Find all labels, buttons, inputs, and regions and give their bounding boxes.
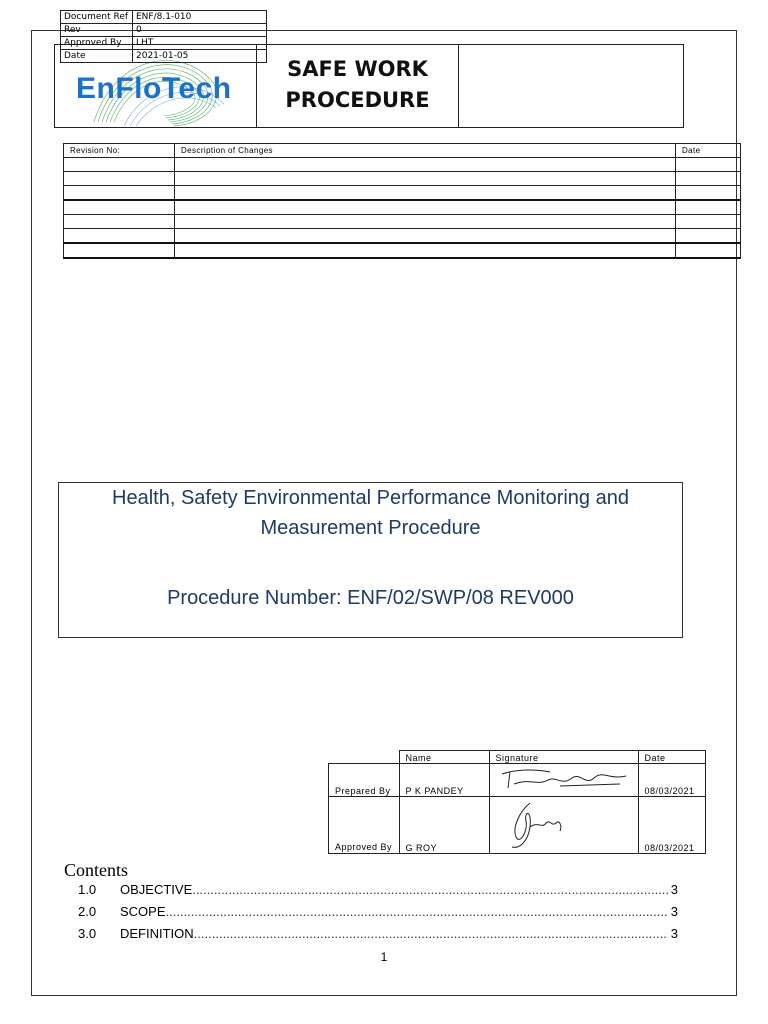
rev-value: 0 [133,24,267,37]
document-reference-table [60,10,267,63]
document-title [257,54,458,116]
table-row [64,158,741,172]
prepared-by-name: P K PANDEY [399,764,489,797]
toc-leader [166,903,668,921]
header-divider [458,44,459,128]
prepared-by-label: Prepared By [329,764,400,797]
revision-history-table [63,143,741,259]
approved-by-value: LHT [133,37,267,50]
procedure-title-line: Measurement Procedure [260,517,481,539]
toc-title: SCOPE [120,904,166,919]
toc-page: 3 [670,926,678,941]
table-row [64,172,741,186]
procedure-title-box [58,482,683,638]
table-row [329,764,706,797]
toc-title: OBJECTIVE [120,882,193,897]
toc-number: 2.0 [78,904,97,919]
table-row [329,797,706,854]
table-row [61,50,267,63]
revision-number-header: Revision No: [64,144,175,158]
signature-header: Signature [489,751,638,764]
title-line: SAFE WORK [287,57,428,81]
approved-by-label: Approved By [61,37,133,50]
toc-number: 1.0 [78,882,97,897]
table-row [64,215,741,229]
company-logo-text: EnFloTech [76,72,232,105]
name-header: Name [399,751,489,764]
table-row [64,186,741,201]
title-line: PROCEDURE [285,88,430,112]
prepared-by-signature [490,764,638,794]
toc-page: 3 [670,882,678,897]
prepared-by-date: 08/03/2021 [638,764,705,797]
signature-cell [489,764,638,797]
rev-label: Rev [61,24,133,37]
procedure-title-line: Health, Safety Environmental Performance Monitoring and [112,487,629,509]
approved-by-label: Approved By [329,797,400,854]
toc-leader [194,925,668,943]
table-row [64,243,741,258]
table-row [64,229,741,244]
date-label: Date [61,50,133,63]
toc-title: DEFINITION [120,926,194,941]
toc-entry[interactable] [78,925,678,943]
table-row [61,24,267,37]
signature-table [328,750,706,854]
toc-entry[interactable] [78,903,678,921]
description-header: Description of Changes [175,144,676,158]
signature-cell [489,797,638,854]
approved-by-date: 08/03/2021 [638,797,705,854]
toc-page: 3 [670,904,678,919]
approved-by-signature [490,797,638,851]
toc-entry[interactable] [78,881,678,899]
approved-by-name: G ROY [399,797,489,854]
date-header: Date [676,144,741,158]
contents-heading: Contents [64,860,129,880]
table-row [61,37,267,50]
toc-number: 3.0 [78,926,97,941]
page-number: 1 [380,950,388,964]
table-row [64,200,741,215]
doc-ref-label: Document Ref [61,11,133,24]
table-row [61,11,267,24]
table-header-row [64,144,741,158]
date-value: 2021-01-05 [133,50,267,63]
date-header: Date [638,751,705,764]
procedure-number: Procedure Number: ENF/02/SWP/08 REV000 [167,587,574,609]
doc-ref-value: ENF/8.1-010 [133,11,267,24]
toc-leader [192,881,668,899]
table-header-row [329,751,706,764]
